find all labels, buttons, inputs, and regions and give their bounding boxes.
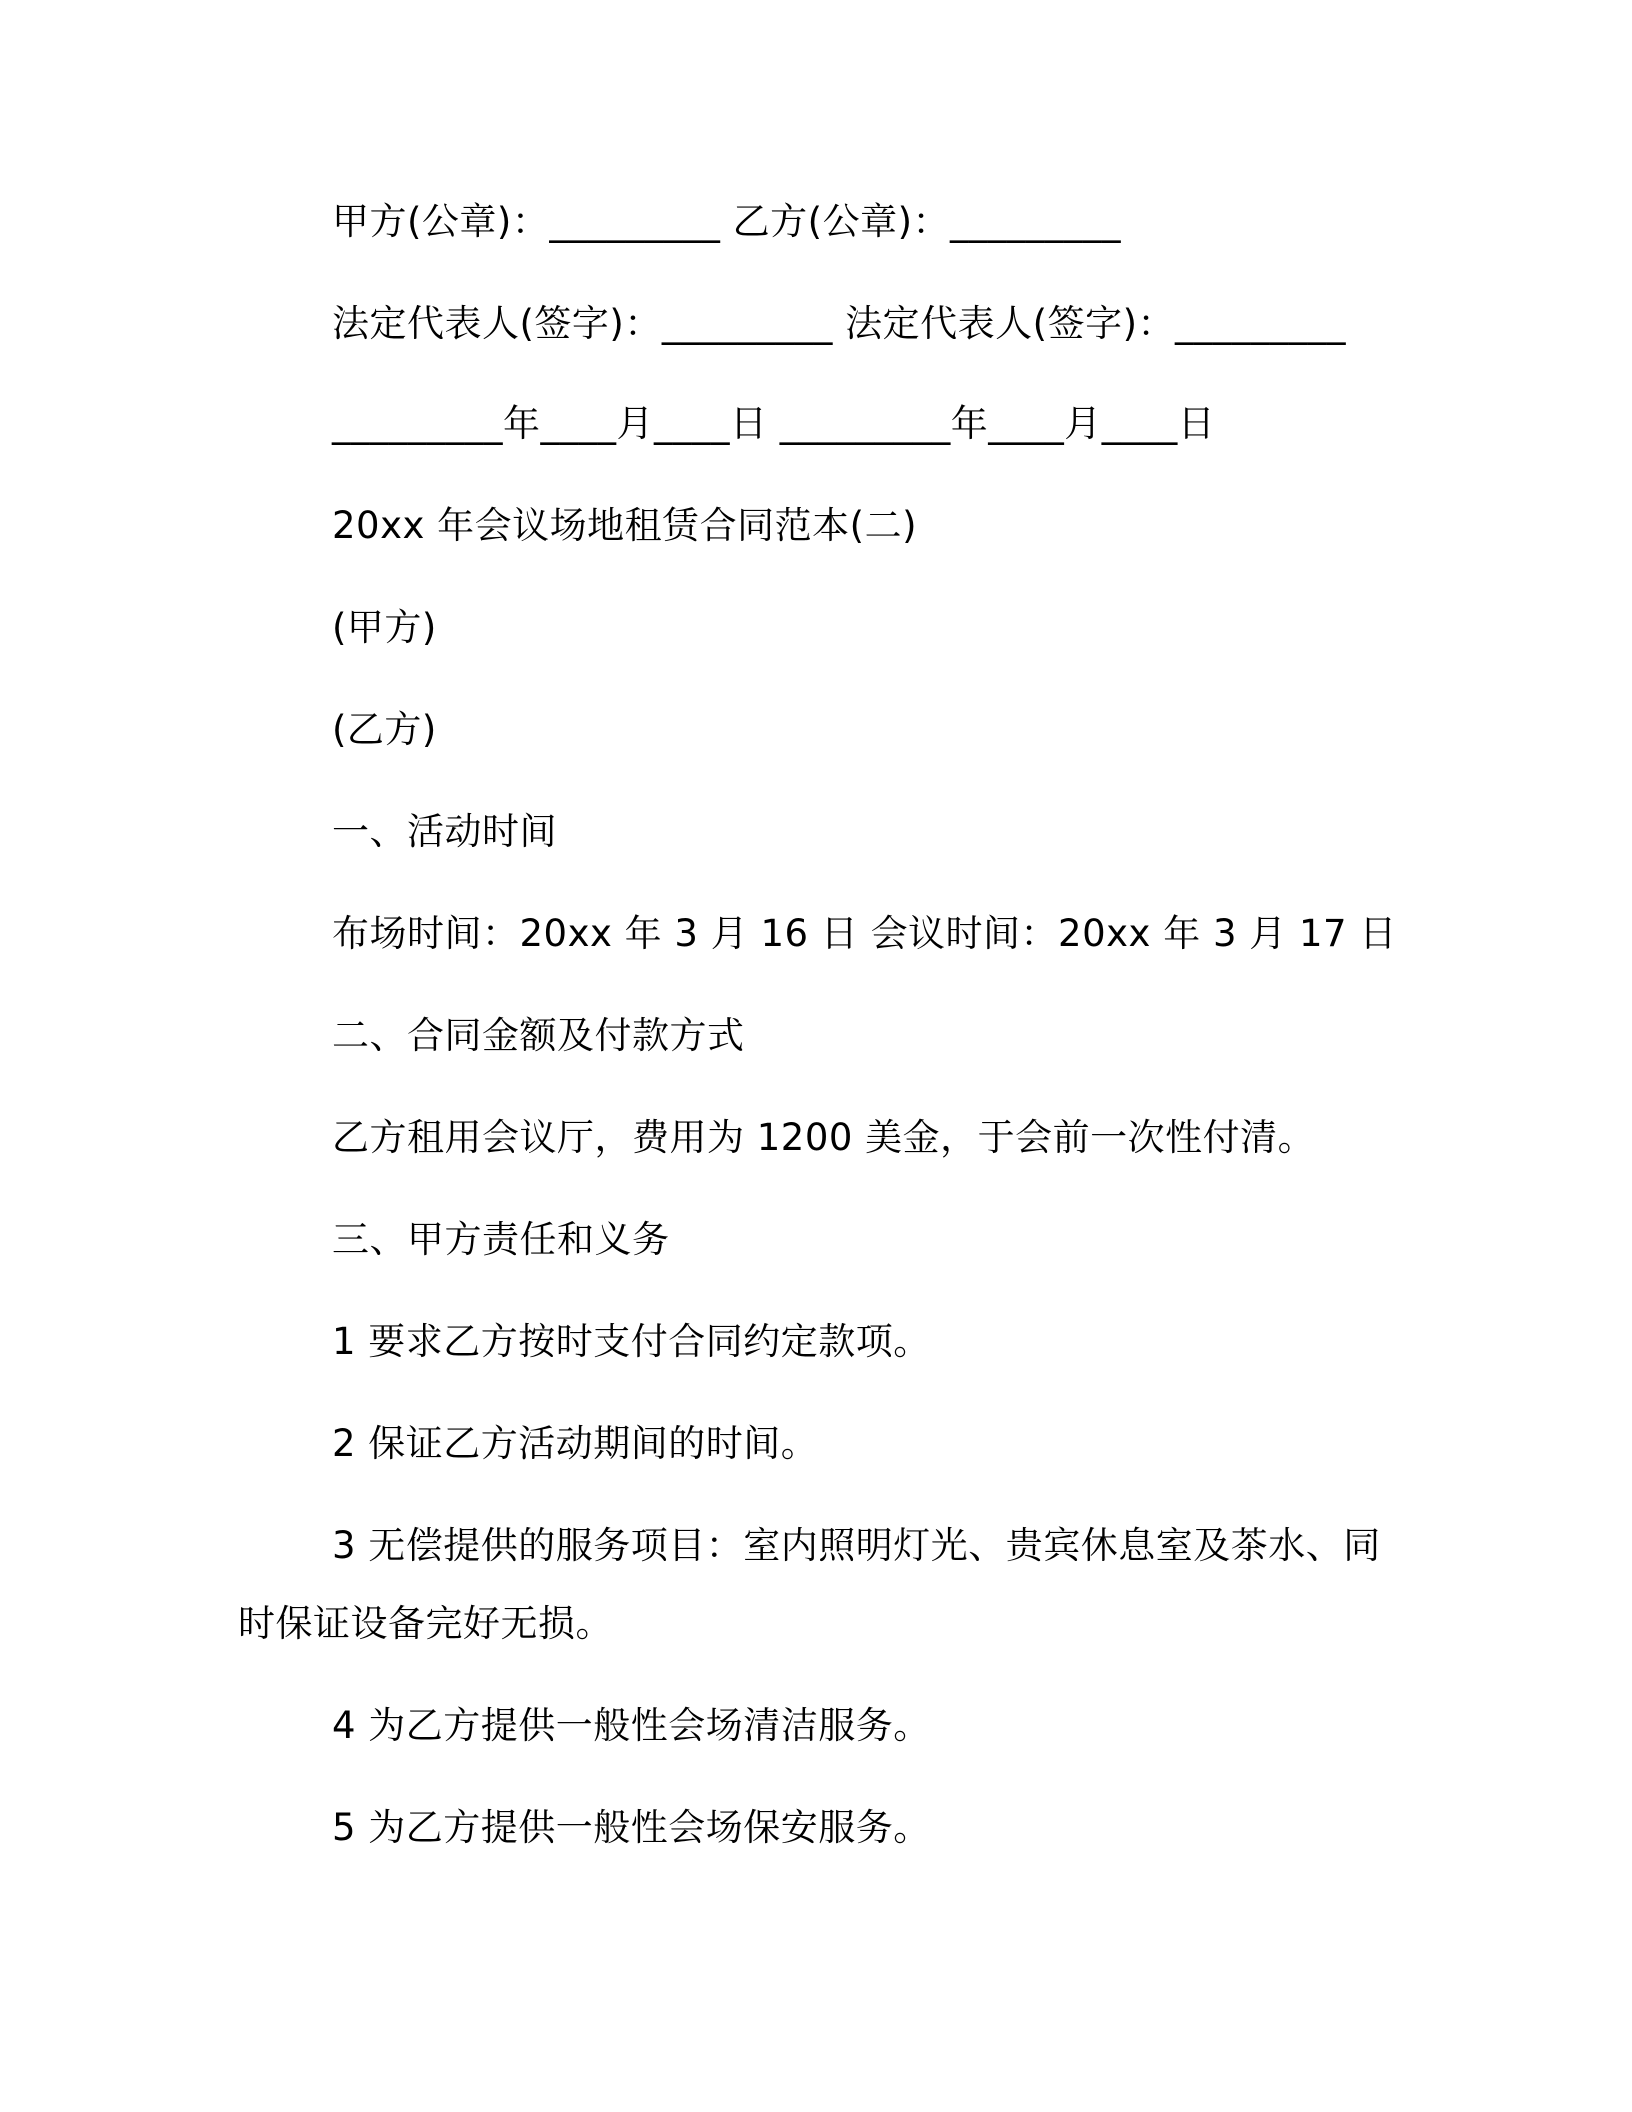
section-3-heading: 三、甲方责任和义务 — [332, 1218, 670, 1261]
list-item: 4 为乙方提供一般性会场清洁服务。 — [332, 1704, 931, 1747]
section-1-body: 布场时间：20xx 年 3 月 16 日 会议时间：20xx 年 3 月 17 日 — [332, 912, 1397, 955]
section-2-body: 乙方租用会议厅，费用为 1200 美金，于会前一次性付清。 — [332, 1116, 1316, 1159]
party-b-label: (乙方) — [332, 708, 437, 751]
signature-date-line: _________年____月____日 _________年____月____日 — [332, 402, 1216, 445]
list-item-continuation: 时保证设备完好无损。 — [238, 1602, 613, 1645]
party-a-label: (甲方) — [332, 606, 437, 649]
section-1-heading: 一、活动时间 — [332, 810, 557, 853]
list-item: 5 为乙方提供一般性会场保安服务。 — [332, 1806, 931, 1849]
contract-title: 20xx 年会议场地租赁合同范本(二) — [332, 504, 918, 547]
legal-representative-line: 法定代表人(签字)：_________ 法定代表人(签字)：_________ — [332, 302, 1347, 345]
list-item: 1 要求乙方按时支付合同约定款项。 — [332, 1320, 931, 1363]
section-2-heading: 二、合同金额及付款方式 — [332, 1014, 745, 1057]
list-item: 2 保证乙方活动期间的时间。 — [332, 1422, 819, 1465]
party-seal-line: 甲方(公章)：_________ 乙方(公章)：_________ — [332, 200, 1122, 243]
list-item: 3 无偿提供的服务项目：室内照明灯光、贵宾休息室及茶水、同 — [332, 1524, 1381, 1567]
